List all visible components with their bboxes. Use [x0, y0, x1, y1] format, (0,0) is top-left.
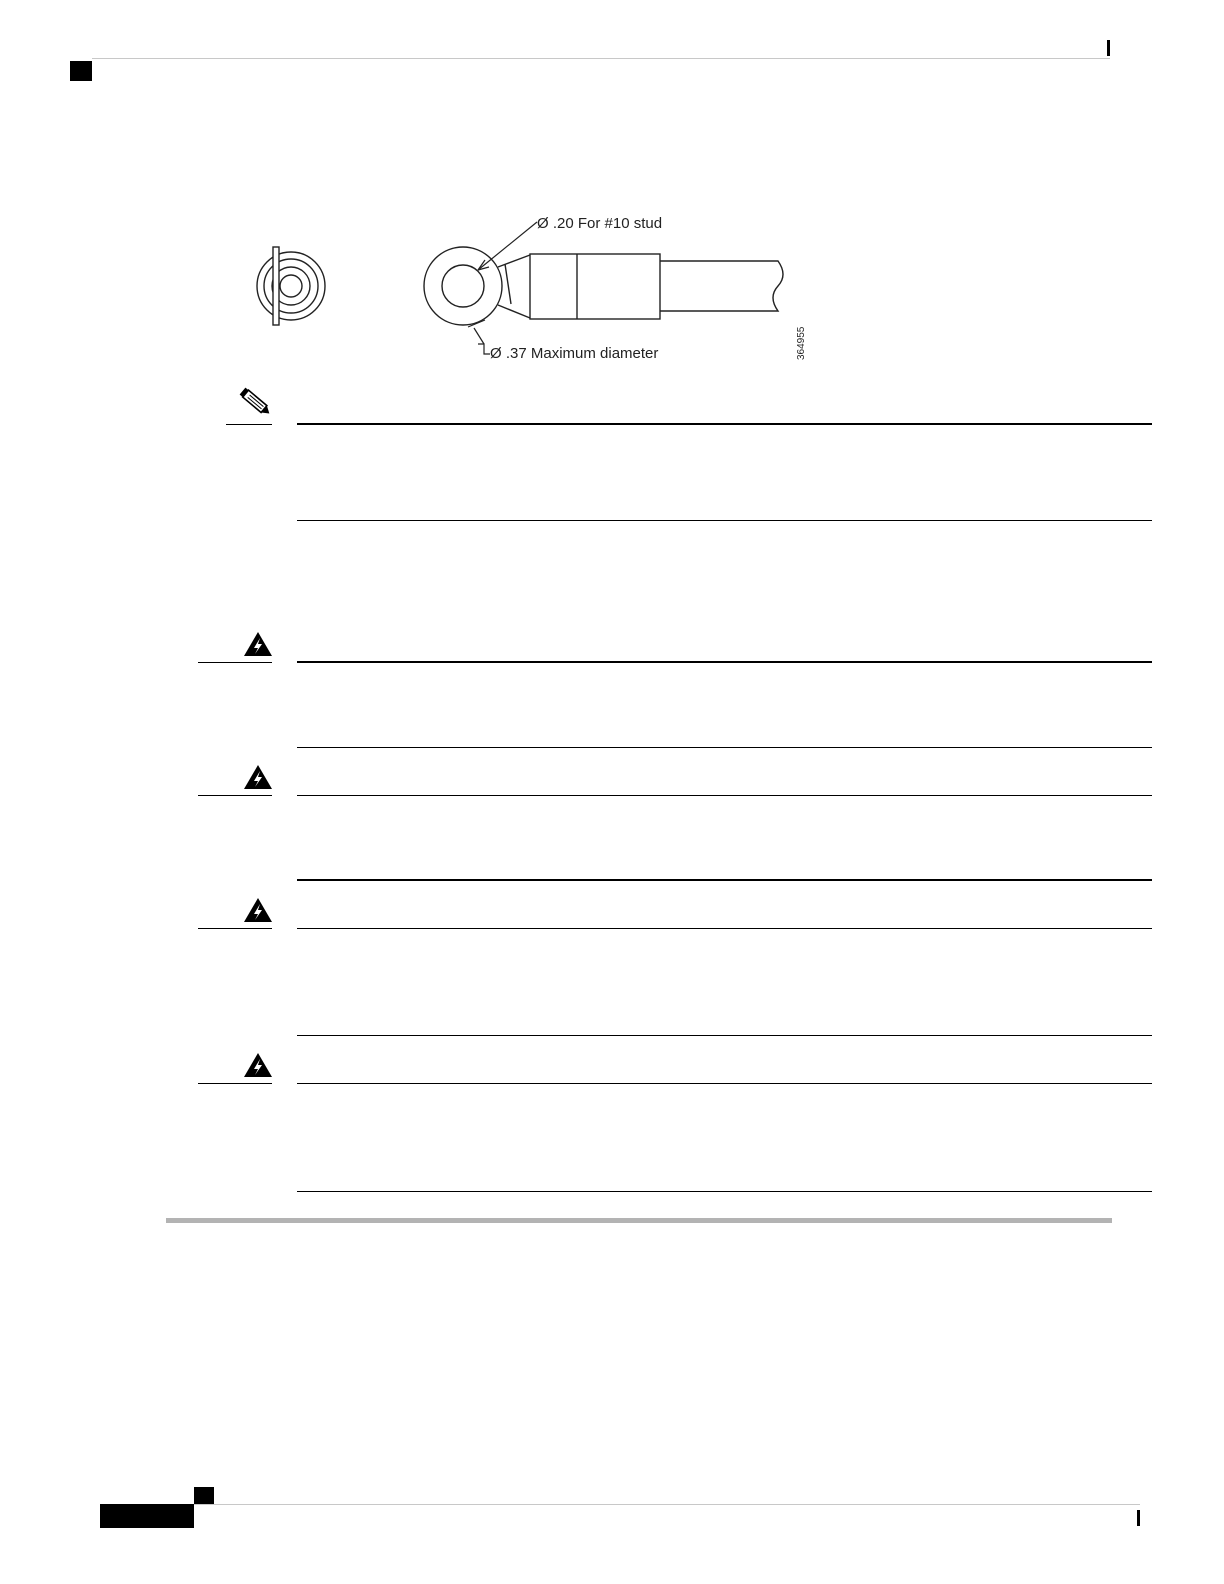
warning-3-top-rule [297, 928, 1152, 929]
max-diameter-label: Ø .37 Maximum diameter [490, 345, 659, 362]
figure-id: 364955 [796, 326, 807, 360]
note-bottom-rule [297, 520, 1152, 521]
footer-marker-small [194, 1487, 214, 1504]
footer-right-tick [1137, 1510, 1140, 1526]
footer-rule [194, 1504, 1140, 1505]
warning-1-bottom-rule [297, 747, 1152, 748]
header-left-marker [70, 61, 92, 81]
lug-side-view [257, 247, 325, 325]
warning-4-icon-underline [198, 1083, 272, 1084]
lug-front-view [424, 247, 783, 325]
warning-1-icon-underline [198, 662, 272, 663]
warning-2-icon-underline [198, 795, 272, 796]
header-right-tick [1107, 40, 1110, 56]
note-top-rule [297, 423, 1152, 425]
pencil-icon [236, 386, 276, 420]
warning-triangle-icon [243, 764, 273, 790]
stud-size-label: Ø .20 For #10 stud [537, 215, 663, 232]
ring-lug-figure [240, 200, 840, 380]
warning-2-top-rule [297, 795, 1152, 796]
warning-1-top-rule [297, 661, 1152, 663]
warning-triangle-icon [243, 631, 273, 657]
warning-3-icon-underline [198, 928, 272, 929]
warning-4-top-rule [297, 1083, 1152, 1084]
warning-triangle-icon [243, 897, 273, 923]
warning-triangle-icon [243, 1052, 273, 1078]
warning-3-bottom-rule [297, 1035, 1152, 1036]
section-divider [166, 1218, 1112, 1223]
header-rule [92, 58, 1110, 59]
footer-tab [100, 1504, 194, 1528]
note-icon-underline [226, 424, 272, 425]
warning-2-bottom-rule [297, 879, 1152, 881]
warning-4-bottom-rule [297, 1191, 1152, 1192]
